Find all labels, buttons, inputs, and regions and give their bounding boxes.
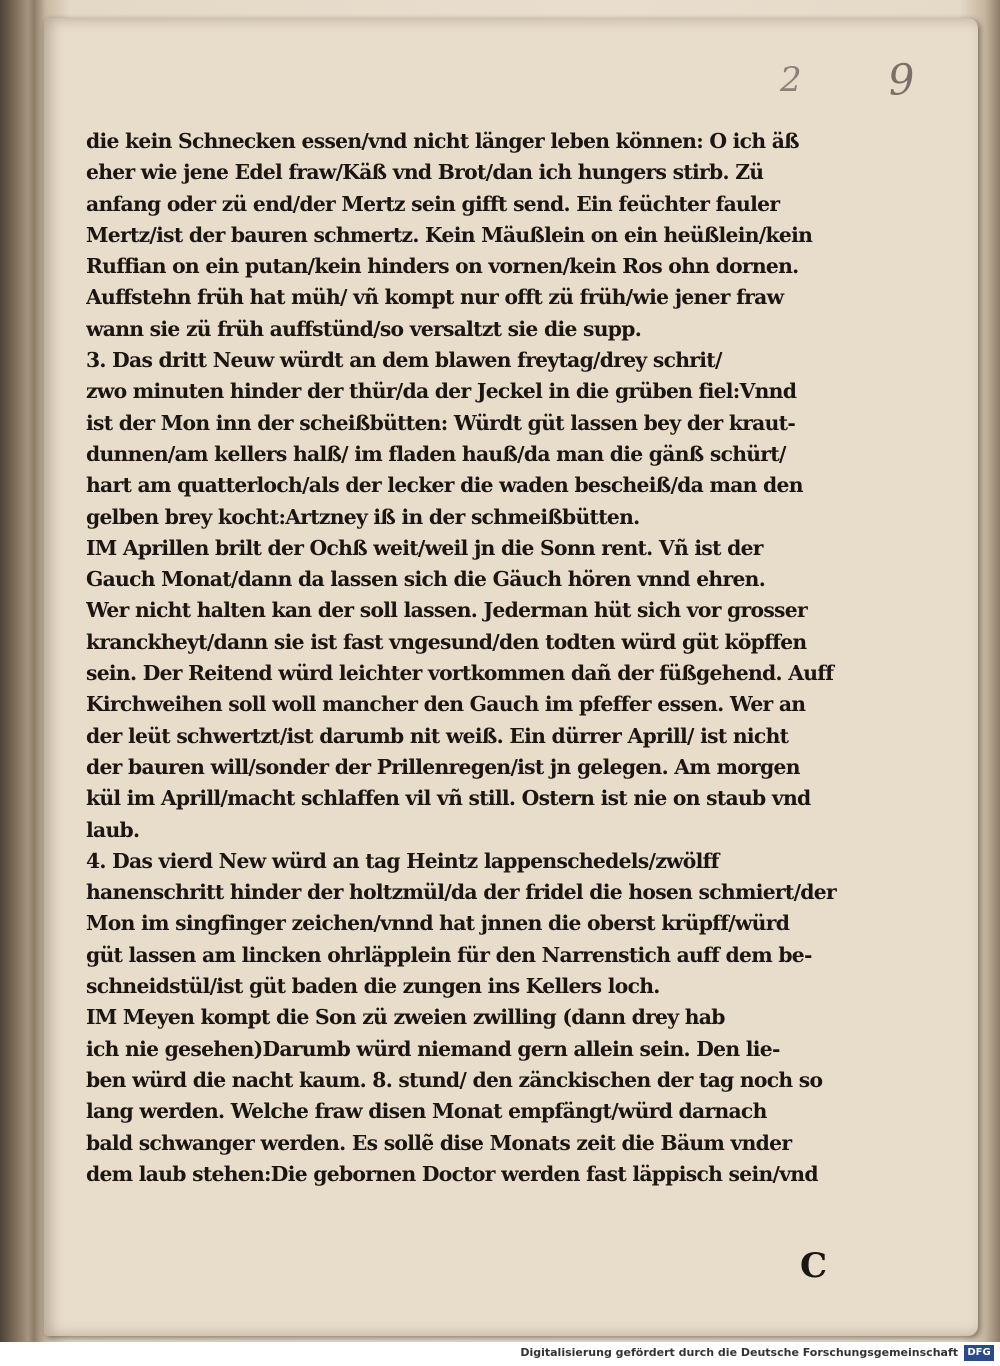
pencil-mark: 2 — [780, 60, 802, 100]
text-line: hart am quatterloch/als der lecker die waden bescheiß/da man den — [86, 473, 803, 498]
text-line: dem laub stehen:Die gebornen Doctor werden fast läppisch sein/vnd — [86, 1161, 818, 1186]
text-line: Wer nicht halten kan der soll lassen. Jederman hüt sich vor grosser — [86, 598, 807, 623]
text-line: Ruffian on ein putan/kein hinders on vornen/kein Ros ohn dornen. — [86, 254, 799, 279]
text-line: ben würd die nacht kaum. 8. stund/ den zänckischen der tag noch so — [86, 1067, 823, 1092]
footer-bar — [0, 1342, 1000, 1366]
text-line: Auffstehn früh hat müh/ vñ kompt nur offt zü früh/wie jener fraw — [86, 285, 784, 310]
text-line: Gauch Monat/dann da lassen sich die Gäuch hören vnnd ehren. — [86, 567, 766, 592]
text-line: 4. Das vierd New würd an tag Heintz lappenschedels/zwölff — [86, 848, 719, 873]
text-line: laub. — [86, 817, 140, 842]
text-line: die kein Schnecken essen/vnd nicht länger leben können: O ich äß — [86, 129, 799, 153]
text-line: dunnen/am kellers halß/ im fladen hauß/da man die gänß schürt/ — [86, 441, 786, 466]
text-line: hanenschritt hinder der holtzmül/da der fridel die hosen schmiert/der — [86, 880, 836, 905]
text-line: schneidstül/ist güt baden die zungen ins Kellers loch. — [86, 974, 660, 999]
text-line: kranckheyt/dann sie ist fast vngesund/den todten würd güt köpffen — [86, 629, 807, 654]
page-number: 9 — [886, 54, 917, 106]
text-line: lang werden. Welche fraw disen Monat empfängt/würd darnach — [86, 1099, 767, 1124]
text-line: ist der Mon inn der scheißbütten: Würdt güt lassen bey der kraut- — [86, 410, 796, 435]
text-line: güt lassen am lincken ohrläpplein für den Narrenstich auff dem be- — [86, 942, 812, 967]
signature-mark: C — [800, 1246, 828, 1286]
text-line: der leüt schwertzt/ist darumb nit weiß. Ein dürrer Aprill/ ist nicht — [86, 723, 789, 748]
text-line: eher wie jene Edel fraw/Käß vnd Brot/dan ich hungers stirb. Zü — [86, 160, 764, 185]
funding-credit: Digitalisierung gefördert durch die Deutsche Forschungsgemeinschaft — [520, 1346, 958, 1359]
text-line: anfang oder zü end/der Mertz sein gifft send. Ein feüchter fauler — [86, 191, 780, 216]
text-line: der bauren will/sonder der Prillenregen/ist jn gelegen. Am morgen — [86, 754, 800, 779]
text-line: kül im Aprill/macht schlaffen vil vñ still. Ostern ist nie on staub vnd — [86, 786, 811, 811]
dfg-logo: DFG — [964, 1345, 994, 1361]
text-line: IM Meyen kompt die Son zü zweien zwilling (dann drey hab — [86, 1005, 725, 1030]
text-line: bald schwanger werden. Es sollẽ dise Monats zeit die Bäum vnder — [86, 1130, 792, 1155]
text-line: wann sie zü früh auffstünd/so versaltzt sie die supp. — [86, 316, 642, 341]
text-line: zwo minuten hinder der thür/da der Jeckel in die grüben fiel:Vnnd — [86, 379, 797, 404]
text-line: Mon im singfinger zeichen/vnnd hat jnnen die oberst krüpff/würd — [86, 911, 790, 936]
text-line: sein. Der Reitend würd leichter vortkommen dañ der füßgehend. Auff — [86, 661, 834, 686]
text-line: Mertz/ist der bauren schmertz. Kein Mäußlein on ein heüßlein/kein — [86, 222, 813, 247]
text-line: IM Aprillen brilt der Ochß weit/weil jn die Sonn rent. Vñ ist der — [86, 535, 763, 560]
text-line: 3. Das dritt Neuw würdt an dem blawen freytag/drey schrit/ — [86, 348, 722, 373]
text-line: gelben brey kocht:Artzney iß in der schmeißbütten. — [86, 504, 640, 529]
text-line: Kirchweihen soll woll mancher den Gauch im pfeffer essen. Wer an — [86, 692, 806, 717]
text-block — [86, 126, 966, 1190]
text-line: ich nie gesehen)Darumb würd niemand gern allein sein. Den lie- — [86, 1036, 780, 1061]
